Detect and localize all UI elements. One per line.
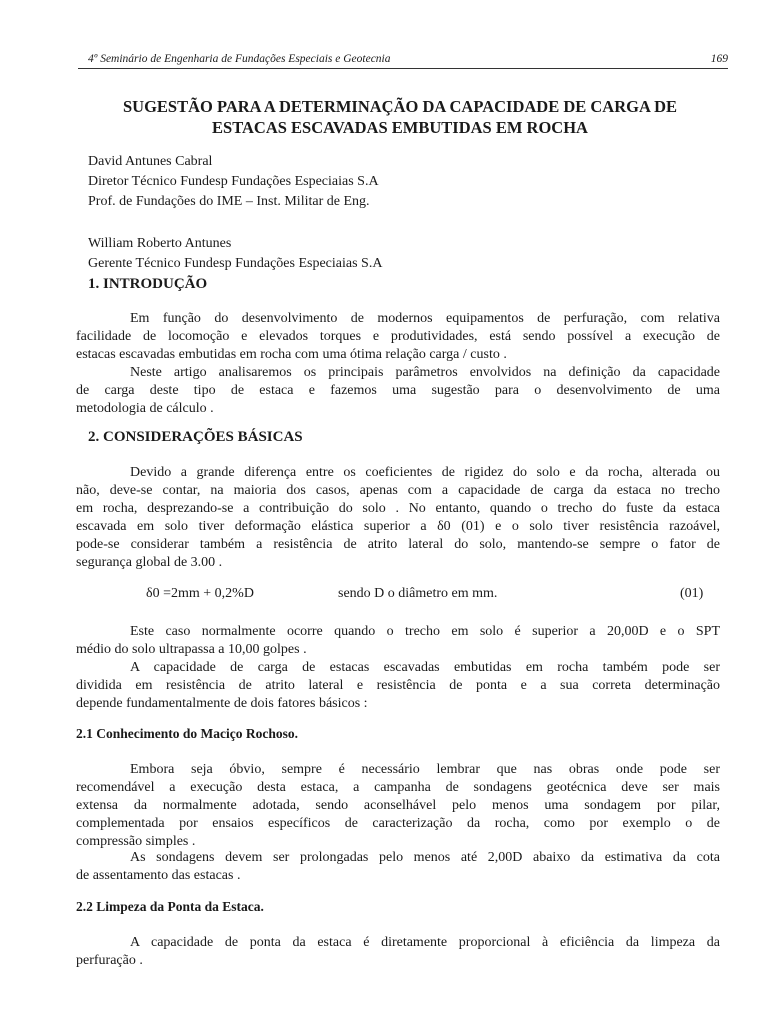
equation-number: (01) xyxy=(680,586,704,601)
text-line: estacas escavadas embutidas em rocha com uma ótima relação carga / custo . xyxy=(76,347,507,362)
text-line: metodologia de cálculo . xyxy=(76,401,214,416)
paper-title xyxy=(80,96,720,138)
paragraph-pile-tip-1 xyxy=(76,934,720,970)
subsection-heading-rock-mass: 2.1 Conhecimento do Maciço Rochoso. xyxy=(76,726,298,741)
paragraph-rock-mass-1 xyxy=(76,761,720,851)
text-line: Embora seja óbvio, sempre é necessário lembrar que nas obras onde pode ser xyxy=(130,762,720,777)
subsection-heading-pile-tip: 2.2 Limpeza da Ponta da Estaca. xyxy=(76,899,264,914)
text-line: extensa da normalmente adotada, sendo aconselhável pelo menos uma sondagem por pilar, xyxy=(76,798,720,813)
section-heading-basics: 2. CONSIDERAÇÕES BÁSICAS xyxy=(88,429,303,445)
text-line: médio do solo ultrapassa a 10,00 golpes . xyxy=(76,642,307,657)
text-line: facilidade de locomoção e elevados torques e produtividades, está sendo possível a execução de xyxy=(76,329,720,344)
text-line: pode-se considerar também a resistência de atrito lateral do solo, mantendo-se sempre o fator de xyxy=(76,537,720,552)
paragraph-intro-1 xyxy=(76,310,720,364)
text-line: Este caso normalmente ocorre quando o trecho em solo é superior a 20,00D e o SPT xyxy=(130,624,720,639)
paragraph-basics-2 xyxy=(76,623,720,659)
text-line: escavada em solo tiver deformação elástica superior a δ0 (01) e o solo tiver resistência razoável, xyxy=(76,519,720,534)
text-line: Devido a grande diferença entre os coeficientes de rigidez do solo e da rocha, alterada ou xyxy=(130,465,720,480)
title-line: ESTACAS ESCAVADAS EMBUTIDAS EM ROCHA xyxy=(212,118,588,137)
paragraph-basics-1 xyxy=(76,464,720,572)
text-line: A capacidade de carga de estacas escavadas embutidas em rocha também pode ser xyxy=(130,660,720,675)
author-affiliation: Prof. de Fundações do IME – Inst. Militar de Eng. xyxy=(88,194,370,209)
text-line: compressão simples . xyxy=(76,834,196,849)
author-affiliation: Gerente Técnico Fundesp Fundações Especiaias S.A xyxy=(88,256,383,271)
text-line: segurança global de 3.00 . xyxy=(76,555,223,570)
journal-name: 4º Seminário de Engenharia de Fundações Especiais e Geotecnia xyxy=(88,53,391,65)
author-affiliation: Diretor Técnico Fundesp Fundações Especiaias S.A xyxy=(88,174,379,189)
text-line: em rocha, desprezando-se a contribuição do solo . No entanto, quando o trecho do fuste da estaca xyxy=(76,501,720,516)
text-line: depende fundamentalmente de dois fatores básicos : xyxy=(76,696,368,711)
paragraph-rock-mass-2 xyxy=(76,849,720,885)
text-line: As sondagens devem ser prolongadas pelo menos até 2,00D abaixo da estimativa da cota xyxy=(130,850,720,865)
text-line: de assentamento das estacas . xyxy=(76,868,241,883)
title-line: SUGESTÃO PARA A DETERMINAÇÃO DA CAPACIDADE DE CARGA DE xyxy=(122,97,678,116)
paragraph-basics-3 xyxy=(76,659,720,713)
running-header xyxy=(78,52,728,69)
text-line: de carga deste tipo de estaca e fazemos uma sugestão para o desenvolvimento de uma xyxy=(76,383,720,398)
text-line: recomendável a execução desta estaca, a campanha de sondagens geotécnica deve ser mais xyxy=(76,780,720,795)
text-line: A capacidade de ponta da estaca é diretamente proporcional à eficiência da limpeza da xyxy=(130,935,720,950)
text-line: perfuração . xyxy=(76,953,143,968)
section-heading-intro: 1. INTRODUÇÃO xyxy=(88,276,208,292)
author-block xyxy=(88,152,382,274)
text-line: Em função do desenvolvimento de modernos equipamentos de perfuração, com relativa xyxy=(130,311,720,326)
text-line: dividida em resistência de atrito lateral e resistência de ponta e a sua correta determinação xyxy=(76,678,720,693)
equation-note: sendo D o diâmetro em mm. xyxy=(338,586,498,601)
text-line: não, deve-se contar, na maioria dos casos, apenas com a capacidade de carga da estaca no trecho xyxy=(76,483,720,498)
text-line: Neste artigo analisaremos os principais parâmetros envolvidos na definição da capacidade xyxy=(130,365,720,380)
author-name: William Roberto Antunes xyxy=(88,236,232,251)
text-line: complementada por ensaios específicos de caracterização da rocha, como por exemplo o de xyxy=(76,816,720,831)
equation-formula: δ0 =2mm + 0,2%D xyxy=(146,586,254,601)
paragraph-intro-2 xyxy=(76,364,720,418)
page-number: 169 xyxy=(710,53,728,65)
author-name: David Antunes Cabral xyxy=(88,154,213,169)
